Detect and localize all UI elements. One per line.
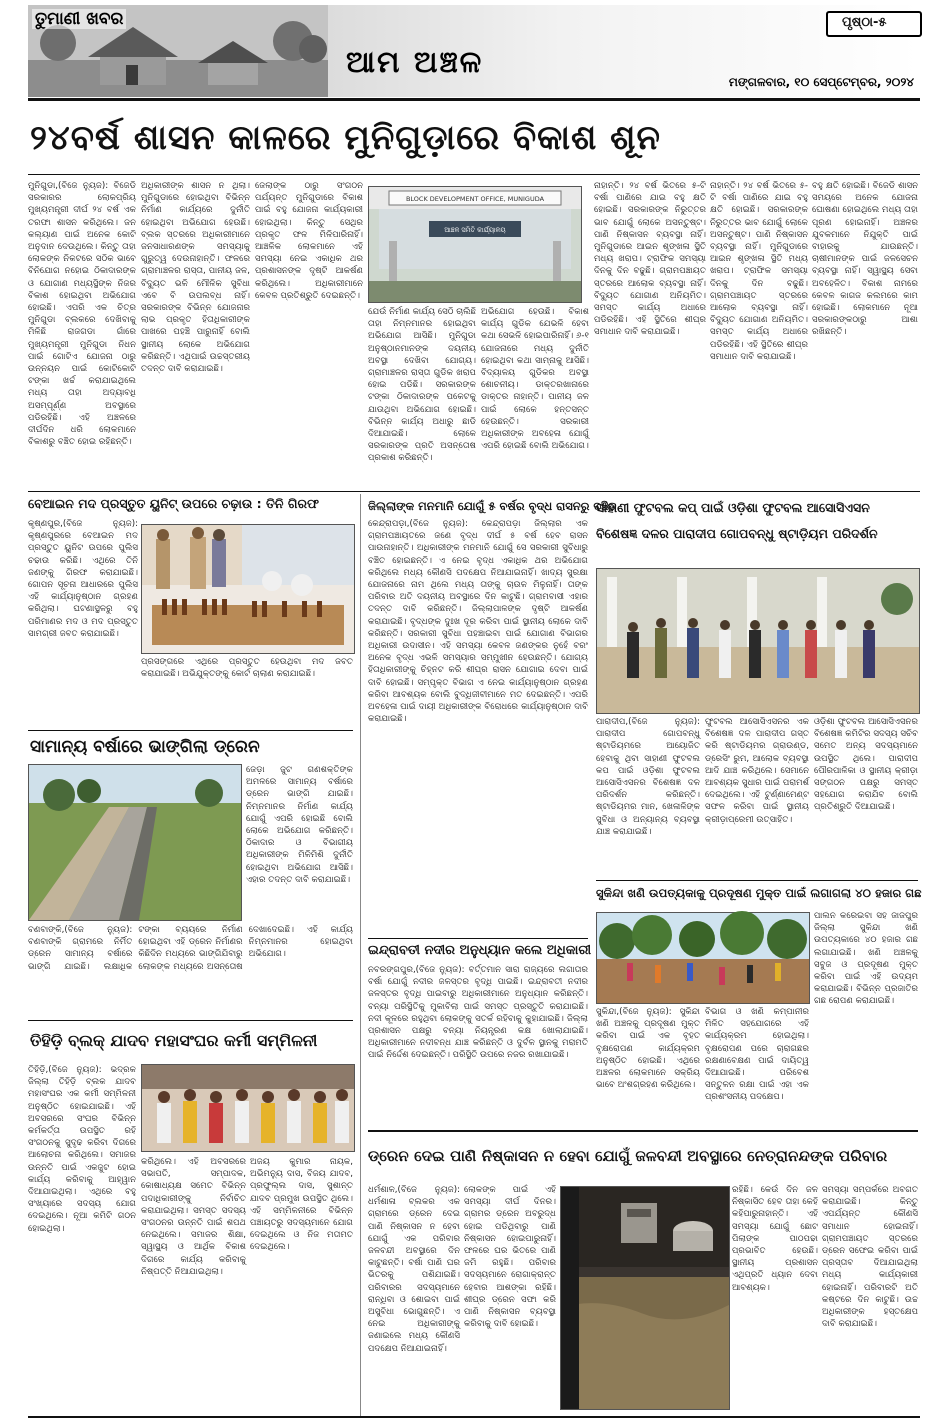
story7-photo (596, 568, 920, 714)
story2-body: କୃଷ୍ଣପୁର,(ବିଜେ ନ୍ୟୁଜ): କୃଷ୍ଣପୁରରେ ବେଆଇନ ମଦ ପ୍ରସ୍ତୁତ ୟୁନିଟ ଉପରେ ପୁଲିସ ଚଢାଉ କରିଛି। ଏଥିରେ ତିନି ଜଣଙ୍କୁ ଗିରଫ କରାଯାଇଛି। ଗୋପନ ସୂଚନା ଆଧାରରେ ପୁଲିସ ଏହି କାର୍ଯ୍ୟାନୁଷ୍ଠାନ ଗ୍ରହଣ କରିଥିଲା। ଘଟଣାସ୍ଥଳରୁ ବହୁ ପରିମାଣର ମଦ ଓ ମଦ ପ୍ରସ୍ତୁତ ସାମଗ୍ରୀ ଜବତ କରାଯାଇଛି। (28, 519, 138, 639)
lead-bottom-rule (28, 491, 920, 492)
lead-column-5: ନାହାନ୍ତି। ୨୪ ବର୍ଷ ଭିତରେ ୫-ଟି ବର୍ଷା ପାଣିରେ ଯାଇ ବହୁ କ୍ଷତି ହୋଇଛି। ସରକାରଙ୍କ ନିରୁତ୍ତର ଭାବ ଯୋଗୁଁ ଲୋକେ ଅସନ୍ତୁଷ୍ଟ। ପାଣି ନିଷ୍କାସନ ବ୍ୟବସ୍ଥା ନାହିଁ। ମୁନିଗୁଡାରେ ଆଇନ ଶୃଙ୍ଖଳା ସ୍ଥିତି ମଧ୍ୟ ଖରାପ। ଟ୍ରାଫିକ ସମସ୍ୟା ଦିନକୁ ଦିନ ବଢୁଛି। ଗ୍ରାମପଞ୍ଚାୟତ ସ୍ତରରେ ଆଲୋକ ବ୍ୟବସ୍ଥା ନାହିଁ। ବିଦ୍ୟୁତ ଯୋଗାଣ ଅନିୟମିତ। ସମସ୍ତ କାର୍ଯ୍ୟ ଅଧାରେ ପଡିରହିଛି। ଏହି ସ୍ଥିତିରେ ଶୀଘ୍ର ସମାଧାନ ଦାବି କରାଯାଇଛି। (594, 181, 706, 338)
story2-headline: ବେଆଇନ ମଦ ପ୍ରସ୍ତୁତ ୟୁନିଟ୍ ଉପରେ ଚଢ଼ାଉ : ତିନି ଗିରଫ (28, 496, 319, 511)
story6-body: ନବରଙ୍ଗପୁର,(ବିଜେ ନ୍ୟୁଜ): ବର୍ତ୍ତମାନ ସାରା ରାଜ୍ୟରେ ଲଗାତାର ବର୍ଷା ଯୋଗୁଁ ନଦୀର ଜଳସ୍ତର ବୃଦ୍ଧି ପାଇଛି। ଇନ୍ଦ୍ରାବତୀ ନଦୀର ଜଳସ୍ତର ବୃଦ୍ଧି ପାଇବାରୁ ଅଧିକାରୀମାନେ ଅନୁଧ୍ୟାନ କରିଛନ୍ତି। ବନ୍ୟା ପରିସ୍ଥିତିକୁ ମୁକାବିଲା ପାଇଁ ସମସ୍ତ ପ୍ରସ୍ତୁତି କରାଯାଇଛି। ନଦୀ କୂଳରେ ରହୁଥିବା ଲୋକଙ୍କୁ ସତର୍କ ରହିବାକୁ କୁହାଯାଇଛି। ଜିଲ୍ଲା ପ୍ରଶାସନ ପକ୍ଷରୁ ବନ୍ୟା ନିୟନ୍ତ୍ରଣ କକ୍ଷ ଖୋଲାଯାଇଛି। ଅଧିକାରୀମାନେ ନଦୀବନ୍ଧ ଯାଞ୍ଚ କରିଛନ୍ତି ଓ ଦୁର୍ବଳ ସ୍ଥାନକୁ ମରାମତି ପାଇଁ ନିର୍ଦ୍ଦେଶ ଦେଇଛନ୍ତି। ପରିସ୍ଥିତି ଉପରେ ନଜର ରଖାଯାଇଛି। (368, 965, 588, 1061)
column-divider (360, 494, 361, 1418)
seized-liquor-photo (142, 525, 354, 653)
story3-side-text: ଜେଡ଼ା ଜୁଟ ଗଣଶକ୍ତିଙ୍କ ଅମଳରେ ସାମାନ୍ୟ ବର୍ଷାରେ ଡ୍ରେନ ଭାଙ୍ଗି ଯାଇଛି। ନିମ୍ନମାନର ନିର୍ମାଣ କାର୍ଯ୍ୟ ଯୋଗୁଁ ଏପରି ହୋଇଛି ବୋଲି ଲୋକେ ଅଭିଯୋଗ କରିଛନ୍ତି। ଠିକାଦାର ଓ ବିଭାଗୀୟ ଅଧିକାରୀଙ୍କ ମିଳିମିଶି ଦୁର୍ନୀତି ହୋଇଥିବା ଅଭିଯୋଗ ଆସିଛି। ଏହାର ତଦନ୍ତ ଦାବି କରାଯାଇଛି। (246, 765, 353, 885)
story9-headline: ଡ୍ରେନ ଦେଇ ପାଣି ନିଷ୍କାସନ ନ ହେବା ଯୋଗୁଁ ଜଳବନ୍ଦୀ ଅବସ୍ଥାରେ ନେତ୍ରାନନ୍ଦଙ୍କ ପରିବାର (368, 1147, 888, 1165)
lead-column-6: ବହୁ କ୍ଷତି ହୋଇଛି। ବିଜେଡି ଶାସନ ସମୟରେ ଅନେକ ଯୋଜନା ଘୋଷଣା ହୋଇଥିଲେ ମଧ୍ୟ ତାହା ପୂରଣ ହୋଇନାହିଁ। ଅଞ୍ଚଳର ଯୁବକମାନେ ନିଯୁକ୍ତି ପାଇଁ ବାହାରକୁ ଯାଉଛନ୍ତି। ଚାଷୀମାନଙ୍କ ପାଇଁ ଜଳସେଚନ ବ୍ୟବସ୍ଥା ନାହିଁ। ସ୍ୱାସ୍ଥ୍ୟ ସେବା ଅବହେଳିତ। ବିକାଶ ନାମରେ କେବଳ କାଗଜ କଲମରେ କାମ ହୋଇଛି। ଲୋକମାନେ ନୂଆ ସରକାରଙ୍କଠାରୁ ଆଶା ରଖିଛନ୍ତି। (812, 181, 918, 338)
story7-headline-line2: ବିଶେଷଜ୍ଞ ଦଳର ପାରାଦୀପ ଗୋପବନ୍ଧୁ ଷ୍ଟାଡ଼ିୟମ ପରିଦର୍ଶନ (596, 526, 878, 541)
story4-column-3: ଅଜୟ କୁମାର ନାୟକ, ଅଭିମନ୍ୟୁ ଦାସ, ବିଜୟ ଯାଦବ, ପ୍ରଫୁଲ୍ଲ ଦାସ, ସୁଶାନ୍ତ ଯାଦବ ପ୍ରମୁଖ ଉପସ୍ଥିତ ଥିଲେ। ଏହି ସମ୍ମିଳନୀରେ ବିଭିନ୍ନ ପଞ୍ଚାୟତରୁ ସଦସ୍ୟମାନେ ଯୋଗ ଦେଇଥିଲେ ଓ ନିଜ ମତାମତ ଦେଇଥିଲେ। (250, 1157, 353, 1253)
story5-body: କେନ୍ଦ୍ରାପଡ଼ା,(ବିଜେ ନ୍ୟୁଜ): କେନ୍ଦ୍ରାପଡ଼ା ଜିଲ୍ଲାର ଏକ ଗ୍ରାମପଞ୍ଚାୟତରେ ଜଣେ ବୃଦ୍ଧ ଦୀର୍ଘ ୫ ବର୍ଷ ହେବ ରାସନ ପାଉନାହାନ୍ତି। ଅଧିକାରୀଙ୍କ ମନମାନି ଯୋଗୁଁ ସେ ସରକାରୀ ସୁବିଧାରୁ ବଞ୍ଚିତ ହୋଇଛନ୍ତି। ଏ ନେଇ ବୃଦ୍ଧ ଏକାଧିକ ଥର ଅଭିଯୋଗ କରିଥିଲେ ମଧ୍ୟ କୌଣସି ପଦକ୍ଷେପ ନିଆଯାଇନାହିଁ। ଖାଦ୍ୟ ସୁରକ୍ଷା ଯୋଜନାରେ ନାମ ଥିଲେ ମଧ୍ୟ ତାଙ୍କୁ ଚାଉଳ ମିଳୁନାହିଁ। ତାଙ୍କ ପରିବାର ଅତି ଦୟନୀୟ ଅବସ୍ଥାରେ ଦିନ କାଟୁଛି। ଗ୍ରାମବାସୀ ଏହାର ତଦନ୍ତ ଦାବି କରିଛନ୍ତି। ଜିଲ୍ଲାପାଳଙ୍କ ଦୃଷ୍ଟି ଆକର୍ଷଣ କରାଯାଇଛି। ବୃଦ୍ଧଙ୍କ ଦୁଃଖ ଦୂର କରିବା ପାଇଁ ସ୍ଥାନୀୟ ଲୋକେ ଦାବି କରିଛନ୍ତି। ସରକାରୀ ସୁବିଧା ପହଞ୍ଚାଇବା ପାଇଁ ଯୋଗାଣ ବିଭାଗର ଅଧିକାରୀ ଉଦାସୀନ। ଏହି ସମସ୍ୟା କେବଳ ଜଣଙ୍କର ନୁହେଁ ବରଂ ଅନେକ ବୃଦ୍ଧ ଏଭଳି ସମସ୍ୟାର ସମ୍ମୁଖୀନ ହେଉଛନ୍ତି। ଯୋଗ୍ୟ ହିତାଧିକାରୀଙ୍କୁ ଚିହ୍ନଟ କରି ଶୀଘ୍ର ରାସନ ଯୋଗାଇ ଦେବା ପାଇଁ ଦାବି ହୋଇଛି। ସମ୍ପୃକ୍ତ ବିଭାଗ ଏ ନେଇ କାର୍ଯ୍ୟାନୁଷ୍ଠାନ ଗ୍ରହଣ କରିବା ଆବଶ୍ୟକ ବୋଲି ବୁଦ୍ଧିଜୀବୀମାନେ ମତ ଦେଇଛନ୍ତି। ଏପରି ଅବହେଳା ପାଇଁ ଦାୟୀ ଅଧିକାରୀଙ୍କ ବିରୋଧରେ କାର୍ଯ୍ୟାନୁଷ୍ଠାନ ଦାବି କରାଯାଇଛି। (368, 519, 588, 725)
masthead-rule (28, 98, 920, 101)
story4-body: ତିହିଡ଼ି,(ବିଜେ ନ୍ୟୁଜ): ଭଦ୍ରକ ଜିଲ୍ଲା ତିହିଡ଼ି ବ୍ଲକ ଯାଦବ ମହାସଂଘର ଏକ କର୍ମୀ ସମ୍ମିଳନୀ ଅନୁଷ୍ଠିତ ହୋଇଯାଇଛି। ଏହି ଅବସରରେ ସଂଘର ବିଭିନ୍ନ କର୍ମକର୍ତ୍ତା ଉପସ୍ଥିତ ରହି ସଂଗଠନକୁ ସୁଦୃଢ କରିବା ଦିଗରେ ଆଲୋଚନା କରିଥିଲେ। ସମାଜର ଉନ୍ନତି ପାଇଁ ଏକଜୁଟ ହୋଇ କାର୍ଯ୍ୟ କରିବାକୁ ଆହ୍ୱାନ ଦିଆଯାଇଥିଲା। ଏଥିରେ ବହୁ ସଂଖ୍ୟାରେ ସଦସ୍ୟ ଯୋଗ ଦେଇଥିଲେ। ନୂଆ କମିଟି ଗଠନ ହୋଇଥିଲା। (28, 1065, 136, 1234)
tree-plantation-photo (597, 913, 809, 1003)
story8-photo (596, 912, 810, 1004)
lead-headline: ୨୪ବର୍ଷ ଶାସନ କାଳରେ ମୁନିଗୁଡ଼ାରେ ବିକାଶ ଶୂନ (30, 118, 661, 158)
story9-column-1: ଧର୍ମଶାଳ,(ବିଜେ ନ୍ୟୁଜ): ଧର୍ମଶାଳା ବ୍ଲକର ଏକ ଗ୍ରାମରେ ଡ୍ରେନ ଦେଇ ପାଣି ନିଷ୍କାସନ ନ ହେବା ଯୋଗୁଁ ଏକ ପରିବାର ଜଳବନ୍ଦୀ ଅବସ୍ଥାରେ ଦିନ କାଟୁଛନ୍ତି। ବର୍ଷା ପାଣି ଘର ଭିତରକୁ ପଶିଯାଇଛି। ପରିବାରର ସଦସ୍ୟମାନେ ରାନ୍ଧିବା ଓ ଶୋଇବା ପାଇଁ ଅସୁବିଧା ଭୋଗୁଛନ୍ତି। ଏ ନେଇ ଅଧିକାରୀଙ୍କୁ ଜଣାଇଲେ ମଧ୍ୟ କୌଣସି ପଦକ୍ଷେପ ନିଆଯାଇନାହିଁ। (368, 1185, 460, 1354)
story9-column-2: ଲୋକଙ୍କ ପାଇଁ ଏହି ସମସ୍ୟା ଦୀର୍ଘ ଦିନର। ଗ୍ରାମର ଡ୍ରେନ ଅବରୁଦ୍ଧ ହୋଇ ପଡିଥିବାରୁ ପାଣି ନିଷ୍କାସନ ହୋଇପାରୁନାହିଁ। ଫଳରେ ଘର ଭିତରେ ପାଣି ଜମି ରହୁଛି। ପରିବାର ସଦସ୍ୟମାନେ ରୋଗାକ୍ରାନ୍ତ ହେବାର ଆଶଙ୍କା ରହିଛି। ଶୀଘ୍ର ଡ୍ରେନ ସଫା କରି ପାଣି ନିଷ୍କାସନ ବ୍ୟବସ୍ଥା କରିବାକୁ ଦାବି ହୋଇଛି। (464, 1185, 556, 1330)
story9-column-4: ସମସ୍ୟା ସମ୍ପର୍କରେ ଅବଗତ କରାଯାଇଛି। କିନ୍ତୁ ଏପର୍ଯ୍ୟନ୍ତ କୌଣସି ସମାଧାନ ହୋଇନାହିଁ। ଗ୍ରାମପଞ୍ଚାୟତ ସ୍ତରରେ ଡ୍ରେନ ସଫେଇ କରିବା ପାଇଁ ପ୍ରସ୍ତାବ ଦିଆଯାଇଥିଲା ମଧ୍ୟ କାର୍ଯ୍ୟକାରୀ ହୋଇନାହିଁ। ପରିବାରଟି ଅତି କଷ୍ଟରେ ଦିନ କାଟୁଛି। ଉଚ୍ଚ ଅଧିକାରୀଙ୍କ ହସ୍ତକ୍ଷେପ ଦାବି କରାଯାଇଛି। (822, 1185, 918, 1330)
story5-headline: ଜିଲ୍ଲାଙ୍କ ମନମାନି ଯୋଗୁଁ ୫ ବର୍ଷର ବୃଦ୍ଧ ରାସନରୁ ବଞ୍ଚିତ (368, 499, 617, 513)
story9-photo (560, 1186, 730, 1410)
page-bottom-rule (28, 1416, 920, 1418)
story4-photo (141, 1064, 355, 1152)
waterlogged-house-photo (561, 1187, 729, 1409)
page-number: ପୃଷ୍ଠା-୫ (842, 15, 887, 30)
story8-side-text: ପାଲନ କରେଇବା ସହ ଜାଜପୁର ଜିଲ୍ଲା ସୁକିନ୍ଦା ଖଣି ଉପତ୍ୟକାରେ ୪୦ ହଜାର ଗଛ ଲଗାଯାଇଛି। ଖଣି ଅଞ୍ଚଳକୁ ସବୁଜ ଓ ପ୍ରଦୂଷଣ ମୁକ୍ତ କରିବା ପାଇଁ ଏହି ଉଦ୍ୟମ କରାଯାଇଛି। ବିଭିନ୍ନ ପ୍ରଜାତିର ଗଛ ରୋପଣ କରାଯାଇଛି। (814, 911, 918, 1007)
story5-bottom-rule (368, 938, 588, 939)
story2-bottom-rule (28, 730, 353, 731)
story3-headline: ସାମାନ୍ୟ ବର୍ଷାରେ ଭାଙ୍ଗିଲା ଡ୍ରେନ (30, 737, 260, 757)
page-title: ଆମ ଅଞ୍ଚଳ (346, 45, 484, 80)
story8-column-2: ବିଭାଗ ଓ ଖଣି କମ୍ପାନୀର ମିଳିତ ସହଯୋଗରେ ଏହି କାର୍ଯ୍ୟକ୍ରମ ହୋଇଥିଲା। ବୃକ୍ଷରୋପଣ ପରେ ଚାରାଗଛର ରକ୍ଷଣାବେକ୍ଷଣ ପାଇଁ ଦାୟିତ୍ୱ ଦିଆଯାଇଛି। ପରିବେଶ ସନ୍ତୁଳନ ରକ୍ଷା ପାଇଁ ଏହା ଏକ ପ୍ରଶଂସନୀୟ ପଦକ୍ଷେପ। (705, 1007, 809, 1103)
lead-column-4: ଅଭିଯୋଗ ହେଉଛି। ବିକାଶ କାର୍ଯ୍ୟ ଗୁଡିକ ଯେଭଳି ହେବା କଥା ସେଭଳି ହୋଇପାରିନାହିଁ। ୬-୧ ଯୋଜନାରେ ମଧ୍ୟ ଦୁର୍ନୀତି ହୋଇଥିବା କଥା ସାମ୍ନାକୁ ଆସିଛି। ବିଦ୍ୟାଳୟ ଗୁଡିକର ଅବସ୍ଥା ଶୋଚନୀୟ। ଡାକ୍ତରଖାନାରେ ଡାକ୍ତର ନାହାନ୍ତି। ପାନୀୟ ଜଳ ପାଇଁ ଲୋକେ ହନ୍ତସନ୍ତ ହେଉଛନ୍ତି। ସରକାରୀ ଅଧିକାରୀଙ୍କ ଅବହେଳା ଯୋଗୁଁ ଏପରି ହୋଇଛି ବୋଲି ଅଭିଯୋଗ। (481, 307, 589, 452)
story8-headline: ସୁକିନ୍ଦା ଖଣି ଉପତ୍ୟକାକୁ ପ୍ରଦୂଷଣ ମୁକ୍ତ ପାଇଁ ଲଗାଗଲା ୪୦ ହଜାର ଗଛ (596, 886, 922, 900)
story3-bottom-rule (28, 1020, 353, 1021)
story2-caption: ପ୍ରସଙ୍ଗରେ ଏଥିରେ ପ୍ରସ୍ତୁତ ହେଉଥିବା ମଦ ଜବତ କରାଯାଇଛି। ଅଭିଯୁକ୍ତଙ୍କୁ କୋର୍ଟ ଚାଲାଣ କରାଯାଇଛି। (141, 657, 353, 680)
story8-column-1: ସୁକିନ୍ଦା,(ବିଜେ ନ୍ୟୁଜ): ସୁକିନ୍ଦା ଖଣି ଅଞ୍ଚଳକୁ ପ୍ରଦୂଷଣ ମୁକ୍ତ କରିବା ପାଇଁ ଏକ ବୃହତ ବୃକ୍ଷରୋପଣ କାର୍ଯ୍ୟକ୍ରମ ଅନୁଷ୍ଠିତ ହୋଇଛି। ଏଥିରେ ଅଞ୍ଚଳର ଲୋକମାନେ ସକ୍ରିୟ ଭାବେ ଅଂଶଗ୍ରହଣ କରିଥିଲେ। (596, 1007, 700, 1091)
lead-column-5b: ନାହାନ୍ତି। ୨୪ ବର୍ଷ ଭିତରେ ୫-ଟି ବର୍ଷା ପାଣିରେ ଯାଇ ବହୁ କ୍ଷତି ହୋଇଛି। ସରକାରଙ୍କ ନିରୁତ୍ତର ଭାବ ଯୋଗୁଁ ଲୋକେ ଅସନ୍ତୁଷ୍ଟ। ପାଣି ନିଷ୍କାସନ ବ୍ୟବସ୍ଥା ନାହିଁ। ମୁନିଗୁଡାରେ ଆଇନ ଶୃଙ୍ଖଳା ସ୍ଥିତି ମଧ୍ୟ ଖରାପ। ଟ୍ରାଫିକ ସମସ୍ୟା ଦିନକୁ ଦିନ ବଢୁଛି। ଗ୍ରାମପଞ୍ଚାୟତ ସ୍ତରରେ ଆଲୋକ ବ୍ୟବସ୍ଥା ନାହିଁ। ବିଦ୍ୟୁତ ଯୋଗାଣ ଅନିୟମିତ। ସମସ୍ତ କାର୍ଯ୍ୟ ଅଧାରେ ପଡିରହିଛି। ଏହି ସ୍ଥିତିରେ ଶୀଘ୍ର ସମାଧାନ ଦାବି କରାଯାଇଛି। (710, 181, 808, 362)
lead-rule (28, 174, 920, 175)
lead-column-2: ଅଧିକାରୀଙ୍କ ଶାସନ ନ ଥିଲା। ମୁନିଗୁଡାରେ ହୋଇଥିବା ବିଭିନ୍ନ ନିର୍ମାଣ କାର୍ଯ୍ୟରେ ଦୁର୍ନୀତି ହୋଇଥିବା ଅଭିଯୋଗ ହେଉଛି। ବ୍ଲକ ସ୍ତରରେ ଅଧିକାରୀମାନେ ଜନସାଧାରଣଙ୍କ ସମସ୍ୟାକୁ ଗୁରୁତ୍ୱ ଦେଉନାହାନ୍ତି। ଫଳରେ ଗ୍ରାମାଞ୍ଚଳର ରାସ୍ତା, ପାନୀୟ ଜଳ, ବିଦ୍ୟୁତ ଭଳି ମୌଳିକ ସୁବିଧା ଏବେ ବି ଉପଲବ୍ଧ ନାହିଁ। ସରକାରଙ୍କ ବିଭିନ୍ନ ଯୋଜନାର ଲାଭ ପ୍ରକୃତ ହିତାଧିକାରୀଙ୍କ ପାଖରେ ପହଞ୍ଚି ପାରୁନାହିଁ ବୋଲି ସ୍ଥାନୀୟ ଲୋକେ ଅଭିଯୋଗ କରିଛନ୍ତି। ଏଥିପାଇଁ ଉଚ୍ଚସ୍ତରୀୟ ତଦନ୍ତ ଦାବି କରାଯାଇଛି। (141, 181, 250, 375)
office-sign-text: BLOCK DEVELOPMENT OFFICE, MUNIGUDA (405, 195, 545, 203)
story7-column-2: ଫୁଟବଲ ଆସୋସିଏସନର ଏକ ବିଶେଷଜ୍ଞ ଦଳ ପାରାଦୀପ ଗସ୍ତ କରି ଷ୍ଟାଡିୟମର ଗ୍ରାଉଣ୍ଡ, ଡ୍ରେସିଂ ରୁମ, ଆଲୋକ ବ୍ୟବସ୍ଥା ଆଦି ଯାଞ୍ଚ କରିଥିଲେ। ସେମାନେ ଆବଶ୍ୟକ ସୁଧାର ପାଇଁ ପରାମର୍ଶ ଦେଇଥିଲେ। ଏହି ଟୁର୍ଣ୍ଣାମେଣ୍ଟ ସଫଳ କରିବା ପାଇଁ ସ୍ଥାନୀୟ କ୍ରୀଡ଼ାପ୍ରେମୀ ଉତ୍ସାହିତ। (705, 717, 809, 825)
story4-column-2: କରିଥିଲେ। ଏହି ଅବସରରେ ସଭାପତି, ସମ୍ପାଦକ, କୋଷାଧ୍ୟକ୍ଷ ସମେତ ବିଭିନ୍ନ ପଦାଧିକାରୀଙ୍କୁ ନିର୍ବାଚିତ କରାଯାଇଥିଲା। ସମସ୍ତ ସଦସ୍ୟ ସଂଗଠନର ଉନ୍ନତି ପାଇଁ ଶପଥ ନେଇଥିଲେ। ସମାଜର ଶିକ୍ଷା, ସ୍ୱାସ୍ଥ୍ୟ ଓ ଆର୍ଥିକ ବିକାଶ ଦିଗରେ କାର୍ଯ୍ୟ କରିବାକୁ ନିଷ୍ପତ୍ତି ନିଆଯାଇଥିଲା। (141, 1157, 246, 1277)
story9-column-3: ରହିଛି। କେଉଁ ଦିନ ଜଳ ନିଷ୍କାସିତ ହେବ ତାହା କେହି କହିପାରୁନାହାନ୍ତି। ଏହି ସମସ୍ୟା ଯୋଗୁଁ ଛୋଟ ପିଲାଙ୍କ ପାଠପଢା ପ୍ରଭାବିତ ହେଉଛି। ସ୍ଥାନୀୟ ପ୍ରଶାସନ ଏଥିପ୍ରତି ଧ୍ୟାନ ଦେବା ଆବଶ୍ୟକ। (732, 1185, 818, 1293)
lead-column-3a: ଜେଲାଙ୍କ ଠାରୁ ସଂଗଠନ ପର୍ଯ୍ୟନ୍ତ ମୁନିଗୁଡାରେ ବିକାଶ ପାଇଁ ବହୁ ଯୋଜନା କାର୍ଯ୍ୟକାରୀ ହୋଇଥିଲା। କିନ୍ତୁ ସେଥିର ପ୍ରକୃତ ଫଳ ମିଳିପାରିନାହିଁ। ଆଞ୍ଚଳିକ ଲୋକମାନେ ଏହି ସମସ୍ୟା ନେଇ ଏକାଧିକ ଥର ପ୍ରଶାସନଙ୍କ ଦୃଷ୍ଟି ଆକର୍ଷଣ କରିଥିଲେ। ଅଧିକାରୀମାନେ କେବଳ ପ୍ରତିଶ୍ରୁତି ଦେଇଛନ୍ତି। (255, 181, 363, 301)
story6-headline: ଇନ୍ଦ୍ରାବତୀ ନଦୀର ଅନୁଧ୍ୟାନ କଲେ ଅଧିକାରୀ (368, 943, 592, 958)
date-line: ମଙ୍ଗଳବାର, ୧୦ ସେପ୍ଟେମ୍ବର, ୨୦୨୪ (728, 75, 914, 89)
stadium-visit-photo (597, 569, 919, 713)
story4-headline: ତିହିଡ଼ି ବ୍ଲକ୍ ଯାଦବ ମହାସଂଘର କର୍ମୀ ସମ୍ମିଳନୀ (30, 1031, 318, 1050)
story7-column-3: ଓଡ଼ିଶା ଫୁଟବଲ ଆସୋସିଏସନର ବିଶେଷଜ୍ଞ କମିଟିର ସଦସ୍ୟ ସଚିବ ସମେତ ଅନ୍ୟ ସଦସ୍ୟମାନେ ଉପସ୍ଥିତ ଥିଲେ। ପାରାଦୀପ ପୌରପାଳିକା ଓ ସ୍ଥାନୀୟ କ୍ରୀଡ଼ା ସଙ୍ଗଠନ ପକ୍ଷରୁ ସମସ୍ତ ସହଯୋଗ କରାଯିବ ବୋଲି ପ୍ରତିଶ୍ରୁତି ଦିଆଯାଇଛି। (814, 717, 918, 813)
story2-photo (141, 524, 355, 654)
office-building-photo (369, 187, 581, 302)
broken-drain-photo (29, 765, 241, 920)
lead-column-3b: ଯେଉଁ ନିର୍ମାଣ କାର୍ଯ୍ୟ ସେଠି ଚାଲିଛି ତାହା ନିମ୍ନମାନର ହୋଇଥିବା ଅଭିଯୋଗ ଆସିଛି। ମୁନିଗୁଡା ଅନୁଷ୍ଠାନମାନଙ୍କ ଦୟନୀୟ ଅବସ୍ଥା ଦେଖିବା ଯୋଗ୍ୟ। ଗ୍ରାମାଞ୍ଚଳର ରାସ୍ତା ଗୁଡିକ ଖରାପ ହୋଇ ପଡିଛି। ସରକାରଙ୍କ ଟଙ୍କା ଠିକାଦାରଙ୍କ ପକେଟକୁ ଯାଉଥିବା ଅଭିଯୋଗ ହୋଇଛି। ବିଭିନ୍ନ କାର୍ଯ୍ୟ ଅଧାରୁ ଛାଡି ଦିଆଯାଇଛି। ଲୋକେ ସରକାରଙ୍କ ପ୍ରତି ଅସନ୍ତୋଷ ପ୍ରକାଶ କରିଛନ୍ତି। (368, 307, 476, 464)
story7-column-1: ପାରାଦୀପ,(ବିଜେ ନ୍ୟୁଜ): ପାରାଦୀପ ଗୋପବନ୍ଧୁ ଷ୍ଟାଡିୟମରେ ଆୟୋଜିତ ହେବାକୁ ଥିବା ସାହାଣୀ ଫୁଟବଲ କପ ପାଇଁ ଓଡ଼ିଶା ଫୁଟବଲ ଆସୋସିଏସନର ବିଶେଷଜ୍ଞ ଦଳ ପରିଦର୍ଶନ କରିଛନ୍ତି। ଷ୍ଟାଡିୟମର ମାନ, ଖେଳାଳିଙ୍କ ସୁବିଧା ଓ ଅନ୍ୟାନ୍ୟ ବ୍ୟବସ୍ଥା ଯାଞ୍ଚ କରାଯାଇଛି। (596, 717, 700, 837)
office-board-text: ଆଞ୍ଚଳ ସମିତି କାର୍ଯ୍ୟାଳୟ (444, 226, 506, 234)
masthead (28, 5, 920, 97)
story7-headline-line1: ସାହାଣୀ ଫୁଟବଲ କପ୍ ପାଇଁ ଓଡ଼ିଶା ଫୁଟବଲ ଆସୋସିଏସନ (596, 500, 870, 515)
section-name: ତୁମାଣୀ ଖବର (32, 9, 126, 29)
story7-bottom-rule (596, 880, 918, 881)
story9-top-rule (368, 1130, 918, 1132)
story3-body: ବଣବାଙ୍କି,(ବିଜେ ନ୍ୟୁଜ): ବଣବାଙ୍କି ଗ୍ରାମରେ ନିର୍ମିତ ଡ୍ରେନ ସାମାନ୍ୟ ବର୍ଷାରେ ଭାଙ୍ଗି ଯାଇଛି। ଲକ୍ଷାଧିକ ଟଙ୍କା ବ୍ୟୟରେ ନିର୍ମାଣ ହୋଇଥିବା ଏହି ଡ୍ରେନ ନିର୍ମାଣର କିଛିଦିନ ମଧ୍ୟରେ ଭାଙ୍ଗିଯିବାରୁ ଲୋକଙ୍କ ମଧ୍ୟରେ ଅସନ୍ତୋଷ ଦେଖାଦେଇଛି। ଏହି କାର୍ଯ୍ୟ ନିମ୍ନମାନର ହୋଇଥିବା ଅଭିଯୋଗ। (28, 925, 353, 972)
meeting-group-photo (142, 1065, 354, 1151)
lead-column-1: ମୁନିଗୁଡା,(ବିଜେ ନ୍ୟୁଜ): ବିଜେଡି ସରକାରର ଲୋକପ୍ରିୟ ମୁଖ୍ୟମନ୍ତ୍ରୀ ଦୀର୍ଘ ୨୪ ବର୍ଷ ଏକ ତରଫା ଶାସନ କରିଥିଲେ। ଜନ କଲ୍ୟାଣ ପାଇଁ ଅନେକ କୋଟି ଅନୁଦାନ ଦେଉଥିଲେ। କିନ୍ତୁ ତାହା ଲୋକଙ୍କ ନିକଟରେ ସଠିକ ଭାବେ ବିନିଯୋଗ ନହୋଇ ଠିକାଦାରଙ୍କ ଓ ଯୋଗାଣ ମଧ୍ୟସ୍ଥିଙ୍କ ନିଜର ବିକାଶ ହୋଇଥିବା ଅଭିଯୋଗ ହୋଇଛି। ଏପରି ଏକ ଚିତ୍ର ମୁନିଗୁଡା ବ୍ଲକରେ ଦେଖିବାକୁ ମିଳିଛି ରାଜଗଡା ଗାଁରେ ମୁଖ୍ୟମନ୍ତ୍ରୀ ମୁନିଗୁଡା ନିଧନ ପାଇଁ ଗୋଟିଏ ଯୋଜନା ଠାରୁ ଉନ୍ନୟନ ପାଇଁ କୋଟିକୋଟି ଟଙ୍କା ଖର୍ଚ୍ଚ କରାଯାଇଥିଲେ ମଧ୍ୟ ତାହା ଅଦ୍ୟାବଧି ଅସମ୍ପୂର୍ଣ୍ଣ ଅବସ୍ଥାରେ ପଡିରହିଛି। ଏହି ଅଞ୍ଚଳରେ ଦୀର୍ଘଦିନ ଧରି ଲୋକମାନେ ବିକାଶରୁ ବଞ୍ଚିତ ହୋଇ ରହିଛନ୍ତି। (28, 181, 136, 448)
page-number-badge (826, 11, 922, 37)
lead-photo-block-office (368, 186, 582, 303)
story3-photo (28, 764, 242, 921)
